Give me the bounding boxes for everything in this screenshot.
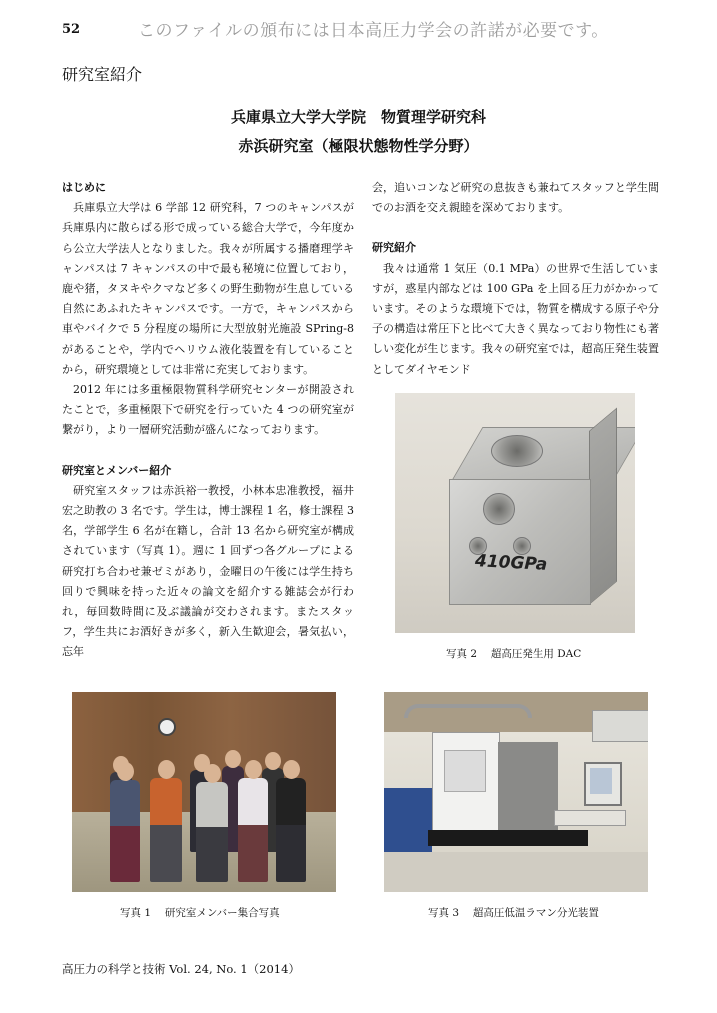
dac-cube-side xyxy=(589,408,617,605)
person xyxy=(110,780,140,882)
heading-members: 研究室とメンバー紹介 xyxy=(62,463,172,477)
paragraph-members-continued: 会，追いコンなど研究の息抜きも兼ねてスタッフと学生間でのお酒を交え親睦を深めております。 xyxy=(372,181,659,215)
dac-pressure-label: 410GPa xyxy=(474,551,548,575)
photo2-caption: 写真 2 超高圧発生用 DAC xyxy=(446,648,582,660)
person-head xyxy=(225,750,241,768)
paragraph-research-center: 2012 年には多重極限物質科学研究センターが開設されたことで，多重極限下で研究を行っていた 4 つの研究室が繋がり，より一層研究活動が盛んになっております。 xyxy=(62,383,354,437)
keyboard xyxy=(554,810,626,826)
photo-floor xyxy=(384,852,648,892)
lab-title-affiliation: 兵庫県立大学大学院 物質理学研究科 xyxy=(230,108,486,126)
paragraph-introduction: 兵庫県立大学は 6 学部 12 研究科，7 つのキャンパスが兵庫県内に散らばる形で成っている総合大学で，今年度から公立大学法人となりました。我々が所属する播磨理学キャンパスは 7 キャンパスの中で最も秘境に位置しており，鹿や猪，タヌキやクマなど多くの野生動物が生息している自然にあふれたキャンパスです。一方で，キャンパスから車やバイクで 5 分程度の場所に大型放射光施設 SPring-8 があることや，学内でヘリウム液化装置を有していることから，研究環境としては非常に充実しております。 xyxy=(62,201,354,376)
optical-table xyxy=(428,830,588,846)
cryostat-pipe xyxy=(404,704,532,718)
monitor-screen xyxy=(590,768,612,794)
photo1-caption: 写真 1 研究室メンバー集合写真 xyxy=(120,907,280,919)
heading-research: 研究紹介 xyxy=(372,241,416,255)
person-head xyxy=(265,752,281,770)
spectrometer-panel xyxy=(444,750,486,792)
person-head xyxy=(117,762,134,781)
photo-raman-setup xyxy=(384,692,648,892)
photo-group xyxy=(72,692,336,892)
person xyxy=(150,778,182,882)
person-head xyxy=(158,760,175,779)
person-head xyxy=(204,764,221,783)
controller-box xyxy=(592,710,648,742)
optics-stage xyxy=(498,742,558,832)
photo3-caption: 写真 3 超高圧低温ラマン分光装置 xyxy=(428,907,599,919)
dac-front-port xyxy=(483,493,515,525)
heading-introduction: はじめに xyxy=(62,181,106,194)
right-column xyxy=(372,178,659,380)
paragraph-members: 研究室スタッフは赤浜裕一教授，小林本忠准教授，福井宏之助教の 3 名です。学生は，博士課程 1 名，修士課程 3 名，学部学生 6 名が在籍し，合計 13 名から研究室が構成されています（写真 1）。週に 1 回ずつ各グループによる研究打ち合わせ兼ゼミがあり，金曜日の午後には学生持ち回りで興味を持った近々の論文を紹介する雑誌会が行われ，毎回数時間に及ぶ議論が交わされます。またスタッフ，学生共にお酒好きが多く，新入生歓迎会，暑気払い，忘年 xyxy=(62,483,354,659)
person-head xyxy=(245,760,262,779)
lab-title-name: 赤浜研究室（極限状態物性学分野） xyxy=(238,137,479,155)
journal-footer: 高圧力の科学と技術 Vol. 24, No. 1（2014） xyxy=(62,962,300,976)
copyright-notice: このファイルの頒布には日本高圧力学会の許諾が必要です。 xyxy=(138,21,609,41)
spacer xyxy=(372,218,659,238)
person-head xyxy=(283,760,300,779)
left-column xyxy=(62,178,354,663)
person xyxy=(196,782,228,882)
photo-dac xyxy=(395,393,635,633)
clock-icon xyxy=(158,718,176,736)
person xyxy=(276,778,306,882)
page-number: 52 xyxy=(62,22,81,37)
person xyxy=(238,778,268,882)
paragraph-research: 我々は通常 1 気圧（0.1 MPa）の世界で生活していますが，惑星内部などは 100 GPa を上回る圧力がかかっています。そのような環境下では，物質を構成する原子や分子の構造は常圧下と比べて大きく異なっており物性にも著しい変化が生じます。我々の研究室では，超高圧発生装置としてダイヤモンド xyxy=(372,261,659,376)
dac-top-port xyxy=(491,435,543,467)
section-title: 研究室紹介 xyxy=(62,65,143,84)
spacer xyxy=(62,441,354,461)
